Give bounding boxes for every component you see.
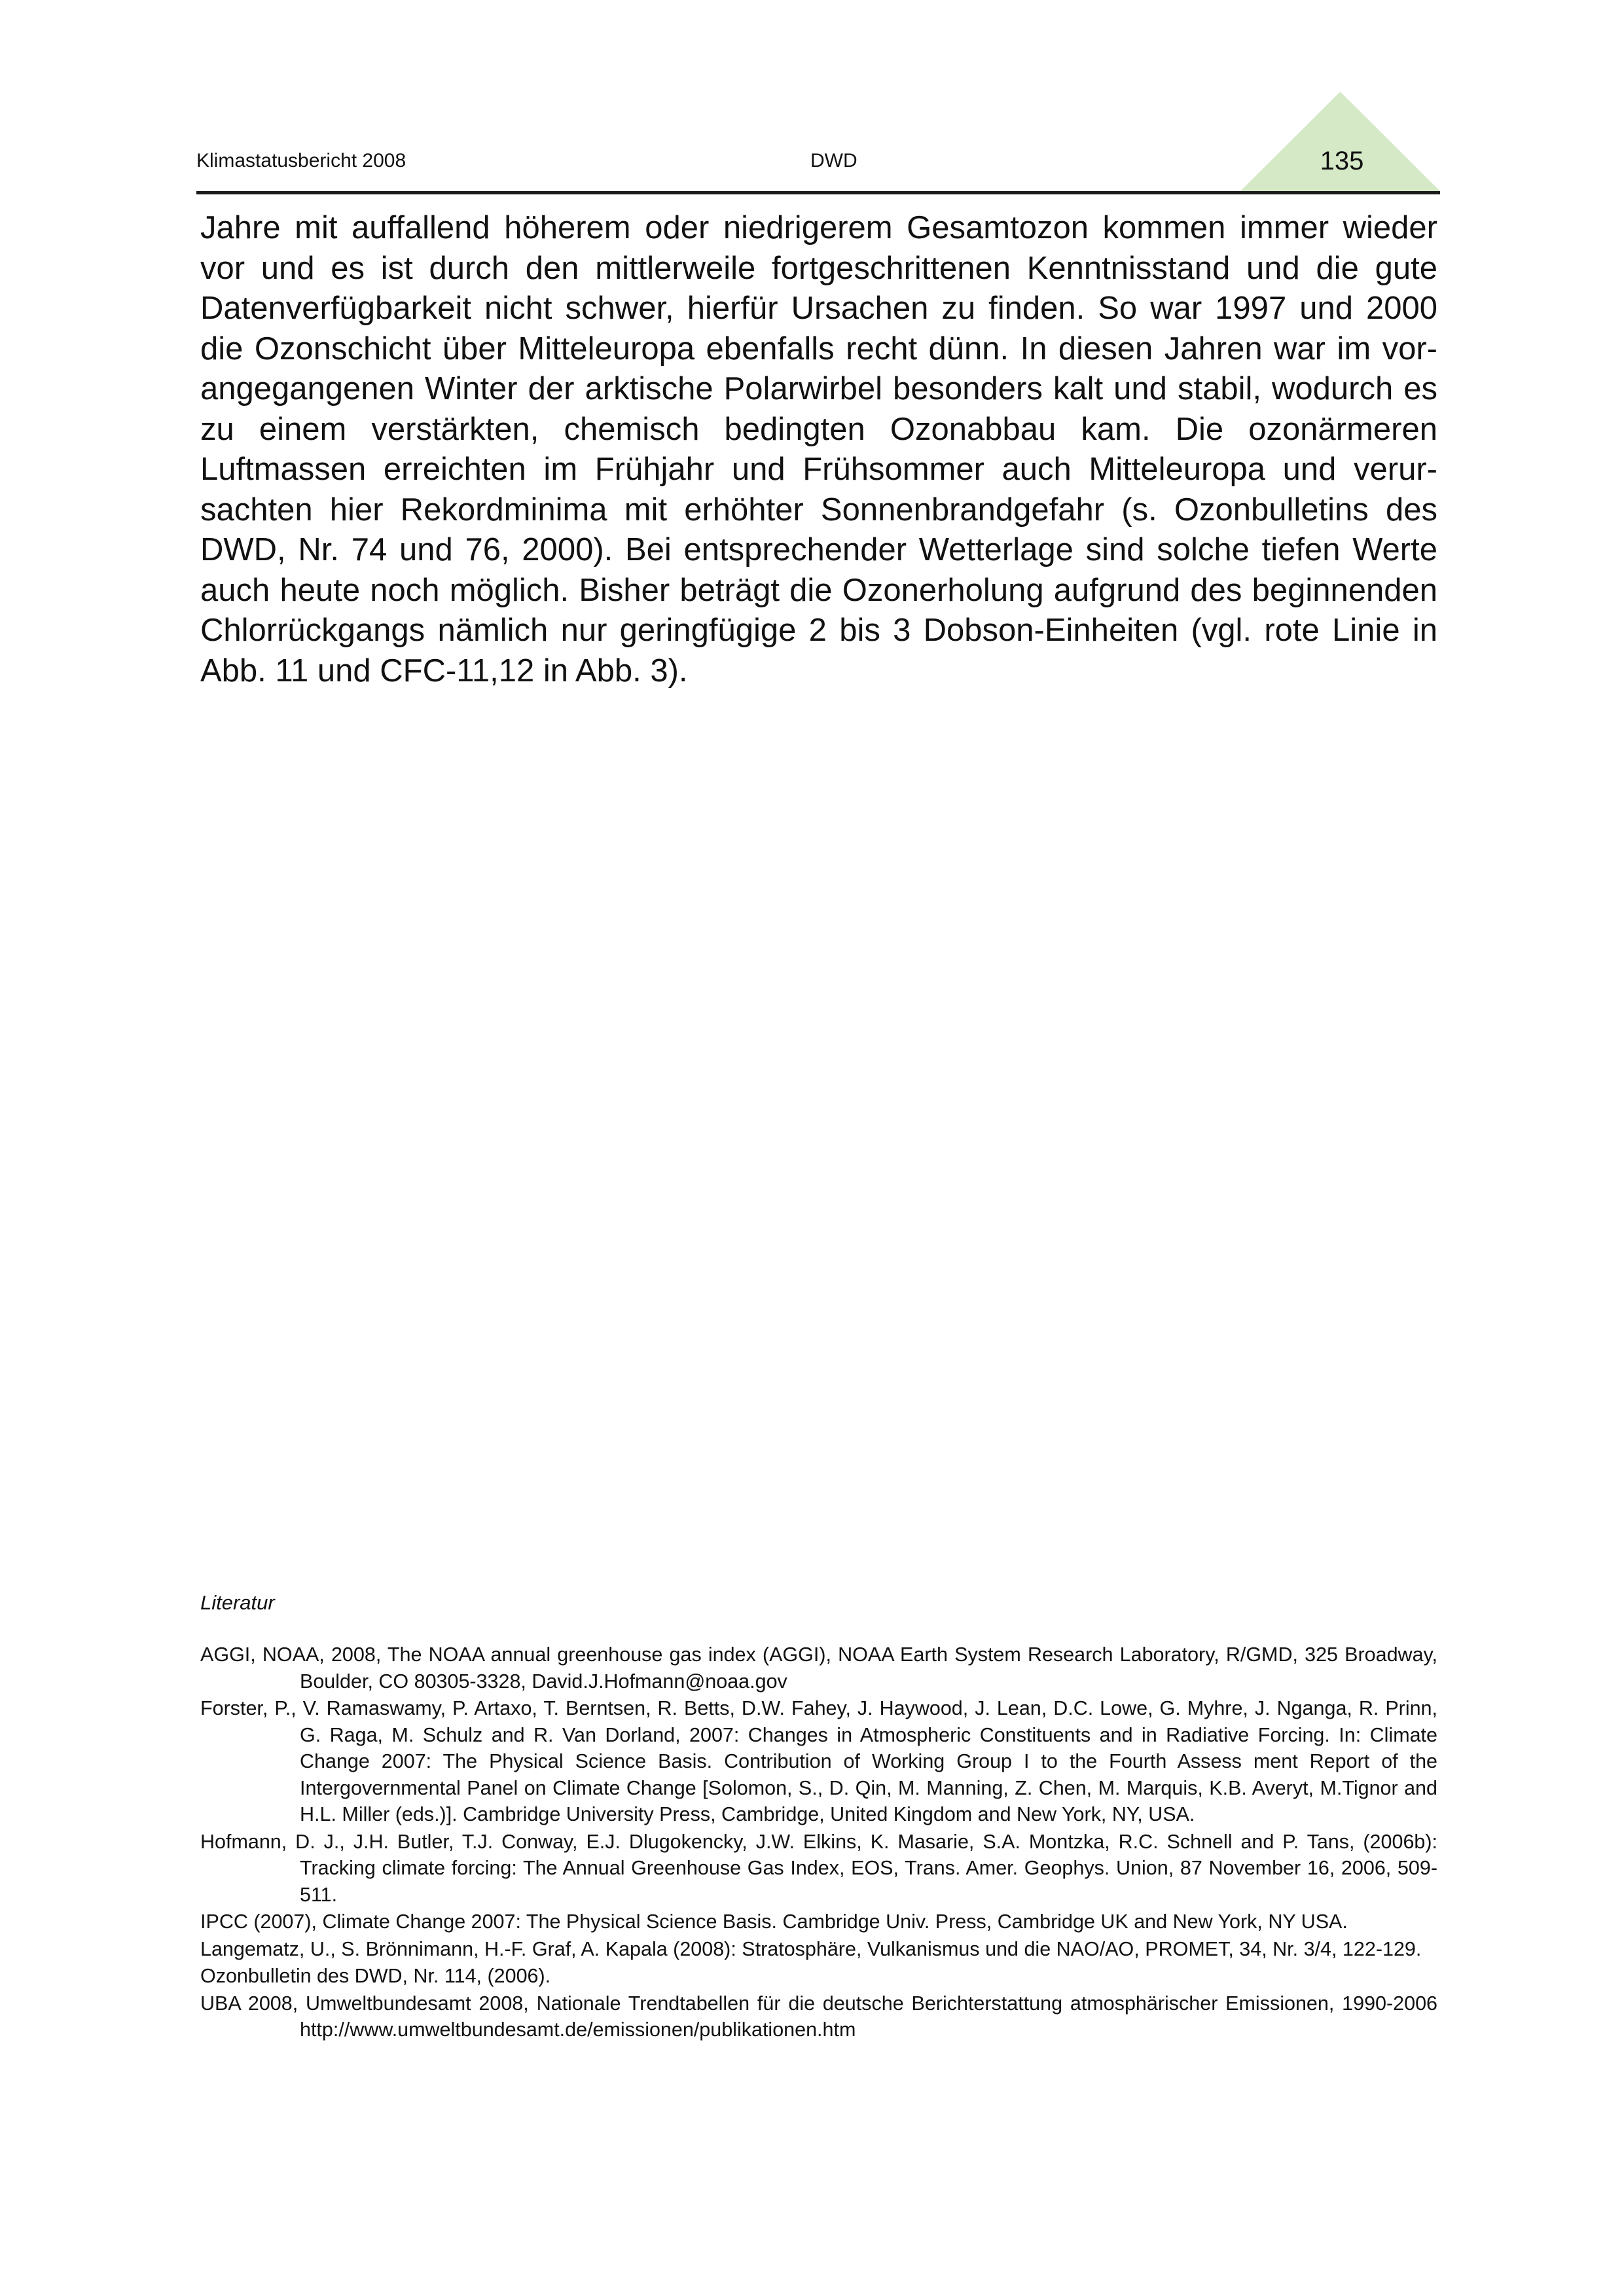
- reference-item: Ozonbulletin des DWD, Nr. 114, (2006).: [200, 1965, 551, 1987]
- reference-list: [200, 1641, 1437, 2044]
- reference-item: Hofmann, D. J., J.H. Butler, T.J. Conway, E.J. Dlugokencky, J.W. Elkins, K. Masarie, S.A. Montzka, R.C. Schnell and P. Tans, (2006b): Tracking climate forcing: The Annual Greenhouse Gas Index, EOS, Trans. Amer. Geophys. Union, 87 November 16, 2006, 509-511.: [200, 1830, 1437, 1906]
- page-header: [196, 92, 1440, 196]
- literature-heading: Literatur: [200, 1591, 275, 1614]
- report-title: Klimastatusbericht 2008: [196, 150, 406, 171]
- body-paragraph: Jahre mit auffallend höherem oder niedrigerem Gesamtozon kommen immer wieder vor und es ist durch den mittlerweile fortgeschrittenen Kenntnisstand und die gute Datenverfügbarkeit nicht schwer, hierfür Ursachen zu finden. So war 1997 und 2000 die Ozonschicht über Mitteleuropa ebenfalls recht dünn. In diesen Jahren war im vorangegangenen Winter der arktische Polarwirbel besonders kalt und stabil, wodurch es zu einem verstärkten, chemisch bedingten Ozonabbau kam. Die ozonärmeren Luftmassen erreichten im Frühjahr und Frühsommer auch Mitteleuropa und verursachten hier Rekordminima mit erhöhter Sonnenbrandgefahr (s. Ozonbulletins des DWD, Nr. 74 und 76, 2000). Bei entsprechender Wetterlage sind solche tiefen Werte auch heute noch möglich. Bisher beträgt die Ozonerholung aufgrund des beginnenden Chlorrückgangs nämlich nur geringfügige 2 bis 3 Dobson-Einheiten (vgl. rote Linie in Abb. 11 und CFC-11,12 in Abb. 3).: [200, 210, 1437, 689]
- page-number: 135: [1320, 147, 1364, 175]
- reference-item: Langematz, U., S. Brönnimann, H.-F. Graf, A. Kapala (2008): Stratosphäre, Vulkanismus und die NAO/AO, PROMET, 34, Nr. 3/4, 122-129.: [200, 1937, 1422, 1960]
- header-rule: [196, 191, 1440, 194]
- publisher-name: DWD: [810, 150, 857, 171]
- reference-item: Forster, P., V. Ramaswamy, P. Artaxo, T. Berntsen, R. Betts, D.W. Fahey, J. Haywood, J. Lean, D.C. Lowe, G. Myhre, J. Nganga, R. Prinn, G. Raga, M. Schulz and R. Van Dorland, 2007: Changes in Atmospheric Constituents and in Radiative Forcing. In: Climate Change 2007: The Physical Science Basis. Contribution of Working Group I to the Fourth Assess ment Report of the Intergovernmental Panel on Climate Change [Solomon, S., D. Qin, M. Manning, Z. Chen, M. Marquis, K.B. Averyt, M.Tignor and H.L. Miller (eds.)]. Cambridge University Press, Cambridge, United Kingdom and New York, NY, USA.: [200, 1697, 1437, 1825]
- reference-item: IPCC (2007), Climate Change 2007: The Physical Science Basis. Cambridge Univ. Press, Cambridge UK and New York, NY USA.: [200, 1910, 1348, 1933]
- reference-item: UBA 2008, Umweltbundesamt 2008, Nationale Trendtabellen für die deutsche Berichterstattung atmosphärischer Emissionen, 1990-2006 http://www.umweltbundesamt.de/emissionen/publikationen.htm: [200, 1992, 1437, 2041]
- reference-item: AGGI, NOAA, 2008, The NOAA annual greenhouse gas index (AGGI), NOAA Earth System Research Laboratory, R/GMD, 325 Broadway, Boulder, CO 80305-3328, David.J.Hofmann@noaa.gov: [200, 1643, 1437, 1693]
